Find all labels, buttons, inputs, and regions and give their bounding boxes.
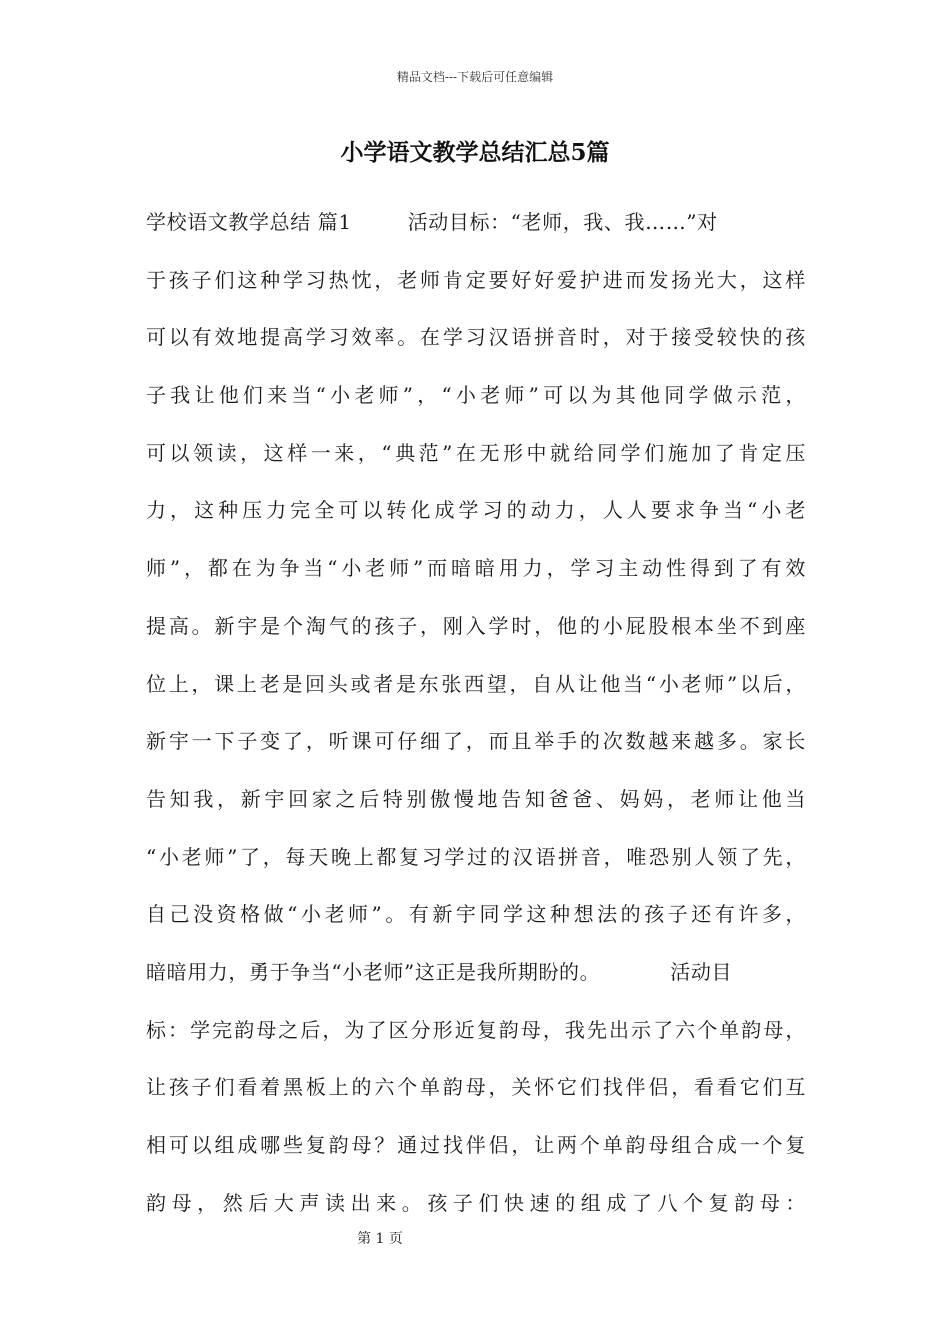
page-number: 第 1 页 xyxy=(357,1231,403,1247)
text-line: 新宇一下子变了，听课可仔细了，而且举手的次数越来越多。家长 xyxy=(146,729,806,754)
text-line xyxy=(146,200,806,258)
text-line: 韵母，然后大声读出来。孩子们快速的组成了八个复韵母： xyxy=(146,1190,806,1215)
text-line: 位上，课上老是回头或者是东张西望，自从让他当“小老师”以后， xyxy=(146,671,806,696)
text-line: 力，这种压力完全可以转化成学习的动力，人人要求争当“小老 xyxy=(146,498,806,523)
text-line: 相可以组成哪些复韵母？通过找伴侣，让两个单韵母组合成一个复 xyxy=(146,1133,806,1157)
text-segment: 暗暗用力，勇于争当“小老师”这正是我所期盼的。 xyxy=(146,959,601,984)
body-text xyxy=(146,200,806,1238)
text-line: 可以领读，这样一来，“典范”在无形中就给同学们施加了肯定压 xyxy=(146,440,806,465)
text-line: “小老师”了，每天晚上都复习学过的汉语拼音，唯恐别人领了先， xyxy=(146,844,806,869)
text-segment: 活动目 xyxy=(670,959,733,984)
section-heading: 学校语文教学总结 篇1 xyxy=(146,210,352,234)
text-line: 于孩子们这种学习热忱，老师肯定要好好爱护进而发扬光大，这样 xyxy=(146,267,806,292)
text-line: 师”，都在为争当“小老师”而暗暗用力，学习主动性得到了有效 xyxy=(146,556,806,581)
text-line: 自己没资格做“小老师”。有新宇同学这种想法的孩子还有许多， xyxy=(146,902,806,927)
text-line: 告知我，新宇回家之后特别傲慢地告知爸爸、妈妈，老师让他当 xyxy=(146,786,806,811)
text-segment: 活动目标：“老师，我、我……”对 xyxy=(407,210,718,234)
text-line: 子我让他们来当“小老师”，“小老师”可以为其他同学做示范， xyxy=(146,383,806,408)
page-header: 精品文档---下载后可任意编辑 xyxy=(396,70,554,84)
text-line: 可以有效地提高学习效率。在学习汉语拼音时，对于接受较快的孩 xyxy=(146,325,806,350)
text-line: 提高。新宇是个淘气的孩子，刚入学时，他的小屁股根本坐不到座 xyxy=(146,613,806,638)
text-line: 标：学完韵母之后，为了区分形近复韵母，我先出示了六个单韵母， xyxy=(146,1017,806,1042)
document-title: 小学语文教学总结汇总5篇 xyxy=(340,139,610,166)
text-line xyxy=(146,950,806,1008)
text-line: 让孩子们看着黑板上的六个单韵母，关怀它们找伴侣，看看它们互 xyxy=(146,1075,806,1100)
